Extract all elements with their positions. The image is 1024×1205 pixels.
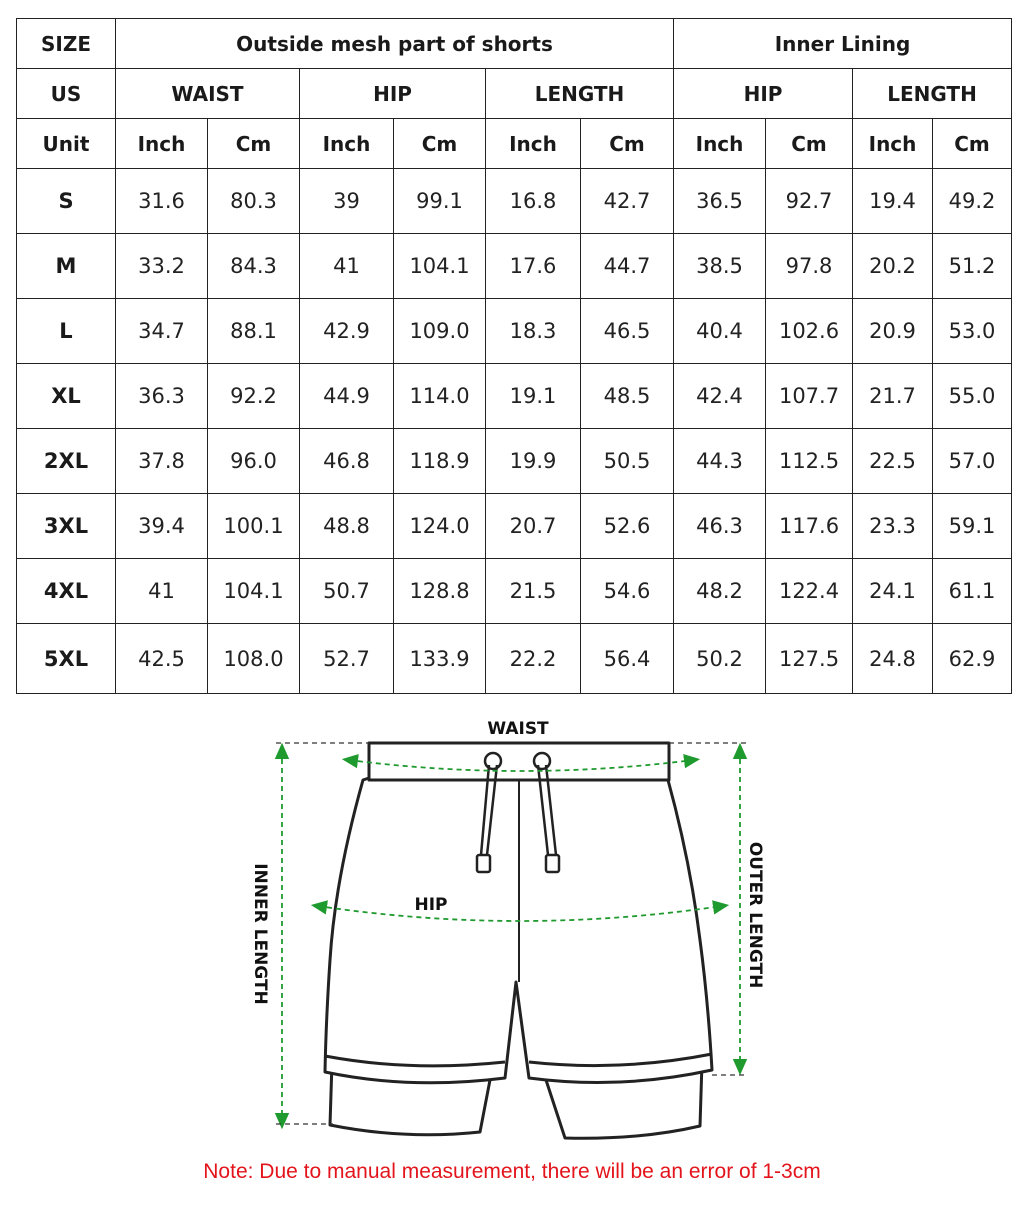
size-chart-table	[16, 18, 1012, 694]
measurement-cell: 50.2	[674, 624, 766, 694]
measurement-cell: 48.2	[674, 559, 766, 624]
measurement-cell: 21.7	[853, 364, 933, 429]
us-header: US	[17, 69, 116, 119]
measurement-cell: 104.1	[208, 559, 300, 624]
outside-mesh-header: Outside mesh part of shorts	[116, 19, 674, 69]
measurement-cell: 59.1	[933, 494, 1012, 559]
inner-length-header: LENGTH	[853, 69, 1012, 119]
measurement-cell: 48.5	[581, 364, 674, 429]
measurement-cell: 39	[300, 169, 394, 234]
measurement-cell: 108.0	[208, 624, 300, 694]
measurement-cell: 124.0	[394, 494, 486, 559]
inner-lining-header: Inner Lining	[674, 19, 1012, 69]
unit-cell: Inch	[116, 119, 208, 169]
size-cell: 2XL	[17, 429, 116, 494]
table-row	[17, 494, 1012, 559]
measurement-cell: 41	[116, 559, 208, 624]
drawstring-eyelet-right	[534, 753, 550, 769]
unit-cell: Cm	[208, 119, 300, 169]
measurement-cell: 49.2	[933, 169, 1012, 234]
table-row	[17, 234, 1012, 299]
measurement-cell: 17.6	[486, 234, 581, 299]
drawstring-eyelet-left	[485, 753, 501, 769]
size-cell: M	[17, 234, 116, 299]
measurement-cell: 53.0	[933, 299, 1012, 364]
measurement-cell: 46.5	[581, 299, 674, 364]
measurement-cell: 61.1	[933, 559, 1012, 624]
table-row	[17, 559, 1012, 624]
measurement-cell: 40.4	[674, 299, 766, 364]
header-row-unit	[17, 119, 1012, 169]
measurement-cell: 24.8	[853, 624, 933, 694]
measurement-cell: 114.0	[394, 364, 486, 429]
measurement-cell: 19.9	[486, 429, 581, 494]
measurement-cell: 57.0	[933, 429, 1012, 494]
measurement-cell: 44.3	[674, 429, 766, 494]
unit-cell: Cm	[766, 119, 853, 169]
measurement-cell: 128.8	[394, 559, 486, 624]
table-row	[17, 169, 1012, 234]
measurement-cell: 84.3	[208, 234, 300, 299]
measurement-cell: 92.2	[208, 364, 300, 429]
measurement-cell: 54.6	[581, 559, 674, 624]
measurement-cell: 18.3	[486, 299, 581, 364]
measurement-cell: 39.4	[116, 494, 208, 559]
measurement-cell: 80.3	[208, 169, 300, 234]
size-cell: L	[17, 299, 116, 364]
measurement-cell: 127.5	[766, 624, 853, 694]
unit-cell: Inch	[674, 119, 766, 169]
unit-cell: Inch	[300, 119, 394, 169]
inner-hip-header: HIP	[674, 69, 853, 119]
measurement-cell: 21.5	[486, 559, 581, 624]
measurement-cell: 102.6	[766, 299, 853, 364]
measurement-cell: 34.7	[116, 299, 208, 364]
measurement-cell: 20.9	[853, 299, 933, 364]
measurement-cell: 36.5	[674, 169, 766, 234]
hip-header: HIP	[300, 69, 486, 119]
size-cell: 4XL	[17, 559, 116, 624]
measurement-cell: 24.1	[853, 559, 933, 624]
measurement-cell: 44.9	[300, 364, 394, 429]
shorts-measurement-diagram	[0, 700, 1024, 1170]
measurement-cell: 97.8	[766, 234, 853, 299]
waist-label: WAIST	[487, 719, 549, 739]
size-header: SIZE	[17, 19, 116, 69]
measurement-cell: 51.2	[933, 234, 1012, 299]
drawstring-tip-left	[477, 855, 490, 872]
unit-cell: Inch	[486, 119, 581, 169]
measurement-cell: 22.2	[486, 624, 581, 694]
inner-length-label: INNER LENGTH	[250, 863, 270, 1005]
measurement-cell: 42.5	[116, 624, 208, 694]
measurement-cell: 96.0	[208, 429, 300, 494]
measurement-cell: 20.2	[853, 234, 933, 299]
measurement-note: Note: Due to manual measurement, there will be an error of 1-3cm	[203, 1160, 821, 1183]
measurement-cell: 31.6	[116, 169, 208, 234]
table-body	[17, 169, 1012, 694]
measurement-cell: 41	[300, 234, 394, 299]
table-row	[17, 429, 1012, 494]
measurement-cell: 99.1	[394, 169, 486, 234]
measurement-cell: 52.7	[300, 624, 394, 694]
size-cell: XL	[17, 364, 116, 429]
unit-header: Unit	[17, 119, 116, 169]
measurement-cell: 42.4	[674, 364, 766, 429]
measurement-cell: 42.7	[581, 169, 674, 234]
measurement-cell: 109.0	[394, 299, 486, 364]
measurement-cell: 122.4	[766, 559, 853, 624]
unit-cell: Cm	[933, 119, 1012, 169]
measurement-cell: 107.7	[766, 364, 853, 429]
size-cell: 5XL	[17, 624, 116, 694]
waistband	[369, 743, 669, 780]
outer-length-label: OUTER LENGTH	[745, 841, 765, 989]
unit-cell: Cm	[394, 119, 486, 169]
unit-cell: Inch	[853, 119, 933, 169]
measurement-cell: 23.3	[853, 494, 933, 559]
measurement-cell: 104.1	[394, 234, 486, 299]
size-cell: 3XL	[17, 494, 116, 559]
measurement-cell: 22.5	[853, 429, 933, 494]
measurement-cell: 20.7	[486, 494, 581, 559]
measurement-cell: 50.5	[581, 429, 674, 494]
measurement-cell: 117.6	[766, 494, 853, 559]
size-cell: S	[17, 169, 116, 234]
waist-header: WAIST	[116, 69, 300, 119]
measurement-cell: 46.3	[674, 494, 766, 559]
measurement-cell: 118.9	[394, 429, 486, 494]
measurement-cell: 52.6	[581, 494, 674, 559]
drawstring-tip-right	[546, 855, 559, 872]
header-row-us	[17, 69, 1012, 119]
measurement-cell: 38.5	[674, 234, 766, 299]
measurement-cell: 50.7	[300, 559, 394, 624]
shorts-outline	[325, 743, 712, 1138]
measurement-cell: 56.4	[581, 624, 674, 694]
measurement-cell: 55.0	[933, 364, 1012, 429]
measurement-cell: 48.8	[300, 494, 394, 559]
table-row	[17, 299, 1012, 364]
length-header: LENGTH	[486, 69, 674, 119]
hip-label: HIP	[414, 895, 448, 915]
measurement-cell: 88.1	[208, 299, 300, 364]
measurement-cell: 16.8	[486, 169, 581, 234]
measurement-cell: 33.2	[116, 234, 208, 299]
measurement-cell: 92.7	[766, 169, 853, 234]
measurement-cell: 112.5	[766, 429, 853, 494]
measurement-cell: 19.1	[486, 364, 581, 429]
header-row-size	[17, 19, 1012, 69]
measurement-cell: 44.7	[581, 234, 674, 299]
measurement-cell: 37.8	[116, 429, 208, 494]
measurement-cell: 19.4	[853, 169, 933, 234]
measurement-cell: 46.8	[300, 429, 394, 494]
measurement-cell: 62.9	[933, 624, 1012, 694]
table-row	[17, 364, 1012, 429]
measurement-cell: 42.9	[300, 299, 394, 364]
table-row	[17, 624, 1012, 694]
unit-cell: Cm	[581, 119, 674, 169]
measurement-cell: 100.1	[208, 494, 300, 559]
measurement-cell: 133.9	[394, 624, 486, 694]
measurement-cell: 36.3	[116, 364, 208, 429]
